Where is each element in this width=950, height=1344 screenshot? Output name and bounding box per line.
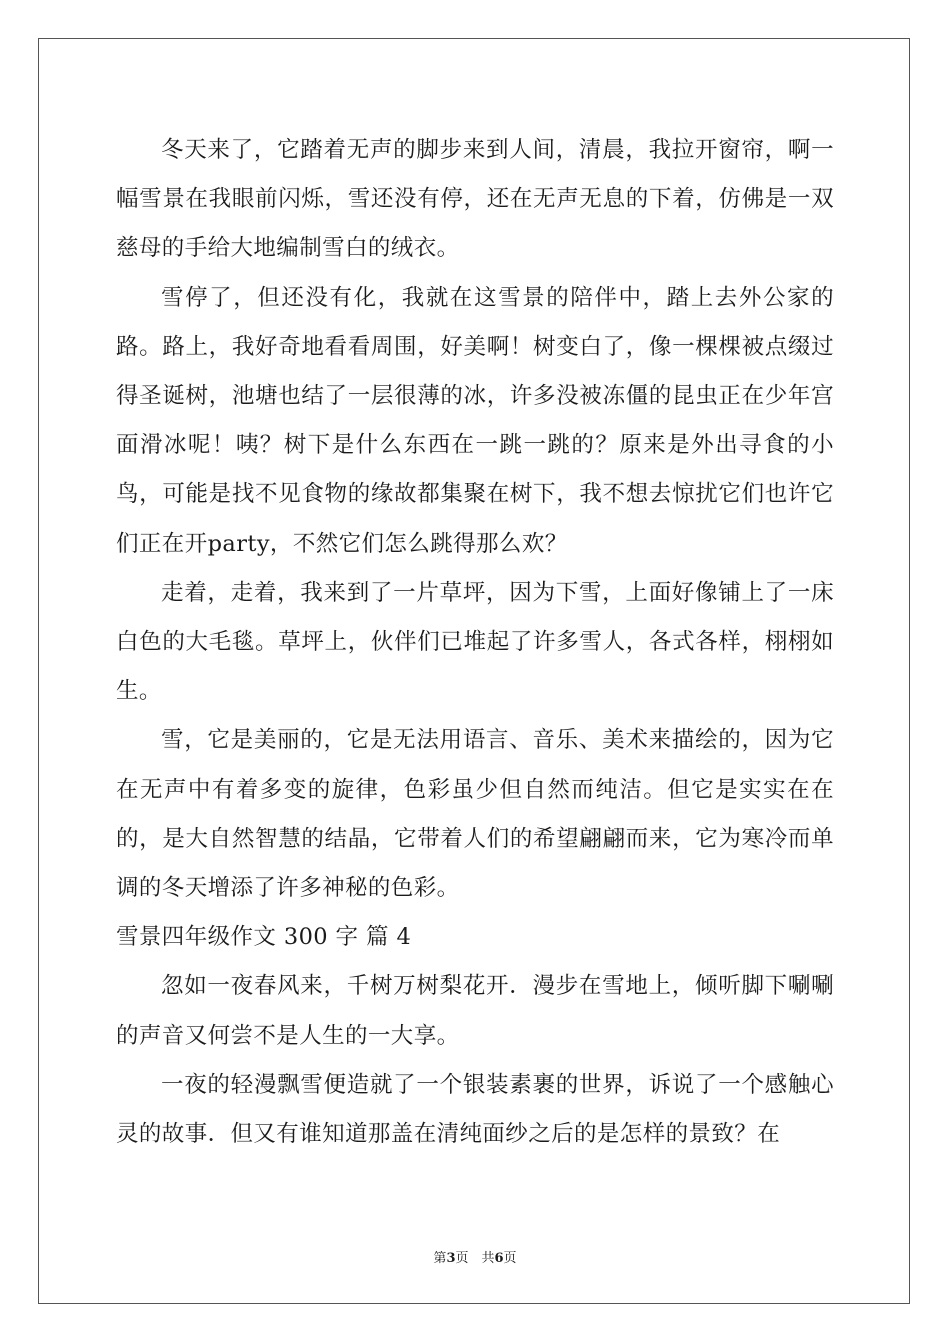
page-number-suffix: 页 [503, 1251, 517, 1266]
section-heading: 雪景四年级作文 300 字 篇 4 [116, 924, 412, 951]
paragraph: 忽如一夜春风来，千树万树梨花开．漫步在雪地上，倾听脚下唰唰的声音又何尝不是人生的一大享。 [116, 973, 834, 1049]
paragraph: 雪停了，但还没有化，我就在这雪景的陪伴中，踏上去外公家的路。路上，我好奇地看看周围，好美啊！树变白了，像一棵棵被点缀过得圣诞树，池塘也结了一层很薄的冰，许多没被冻僵的昆虫正在少年宫面滑冰呢！咦？树下是什么东西在一跳一跳的？原来是外出寻食的小鸟，可能是找不见食物的缘故都集聚在树下，我不想去惊扰它们也许它们正在开party，不然它们怎么跳得那么欢？ [116, 284, 834, 557]
document-body [116, 126, 834, 1159]
paragraph: 雪，它是美丽的，它是无法用语言、音乐、美术来描绘的，因为它在无声中有着多变的旋律，色彩虽少但自然而纯洁。但它是实实在在的，是大自然智慧的结晶，它带着人们的希望翩翩而来，它为寒冷而单调的冬天增添了许多神秘的色彩。 [116, 727, 834, 902]
paragraph: 走着，走着，我来到了一片草坪，因为下雪，上面好像铺上了一床白色的大毛毯。草坪上，伙伴们已堆起了许多雪人，各式各样，栩栩如生。 [116, 579, 834, 705]
total-page-count: 6 [494, 1251, 504, 1266]
paragraph: 一夜的轻漫飘雪便造就了一个银装素裹的世界，诉说了一个感触心灵的故事．但又有谁知道那盖在清纯面纱之后的是怎样的景致？在 [116, 1071, 834, 1148]
page-footer [0, 1247, 950, 1266]
page-number-mid: 页 共 [455, 1251, 495, 1266]
page-number-prefix: 第 [433, 1251, 447, 1266]
current-page-number: 3 [446, 1251, 456, 1266]
paragraph: 冬天来了，它踏着无声的脚步来到人间，清晨，我拉开窗帘，啊一幅雪景在我眼前闪烁，雪还没有停，还在无声无息的下着，仿佛是一双慈母的手给大地编制雪白的绒衣。 [116, 137, 834, 262]
